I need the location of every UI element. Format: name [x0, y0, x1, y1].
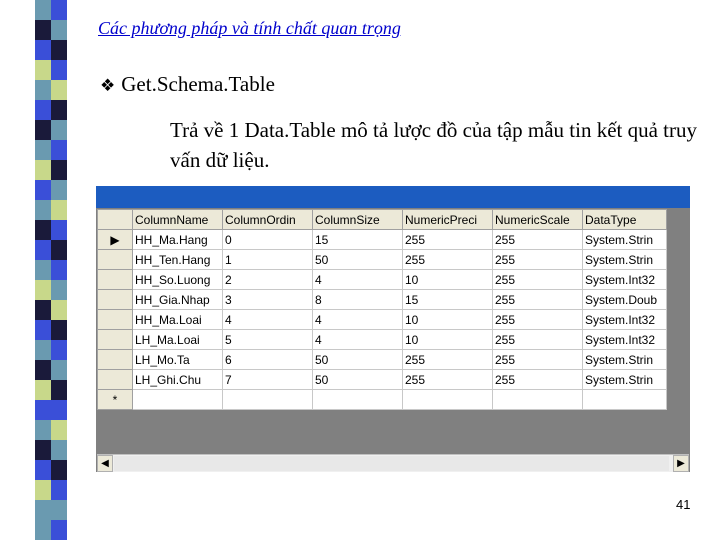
new-row[interactable]	[98, 390, 667, 410]
column-header[interactable]: DataType	[583, 210, 667, 230]
decorative-strip	[35, 0, 67, 540]
table-cell[interactable]: 255	[403, 230, 493, 250]
strip-square	[51, 200, 67, 220]
table-cell[interactable]: System.Int32	[583, 270, 667, 290]
strip-square	[51, 420, 67, 440]
strip-square	[51, 140, 67, 160]
column-header[interactable]: ColumnSize	[313, 210, 403, 230]
strip-square	[51, 520, 67, 540]
table-cell[interactable]: System.Doub	[583, 290, 667, 310]
scroll-right-icon[interactable]: ▶	[673, 455, 689, 472]
schema-datagrid	[96, 186, 690, 472]
table-cell[interactable]: 255	[493, 290, 583, 310]
grid-titlebar	[96, 186, 690, 208]
strip-square	[35, 380, 51, 400]
table-cell[interactable]: 255	[403, 350, 493, 370]
table-cell[interactable]: 50	[313, 250, 403, 270]
strip-square	[35, 500, 51, 520]
table-cell[interactable]: 15	[403, 290, 493, 310]
strip-square	[51, 40, 67, 60]
table-cell[interactable]: 50	[313, 370, 403, 390]
strip-square	[51, 60, 67, 80]
table-cell[interactable]: 255	[493, 350, 583, 370]
strip-square	[35, 200, 51, 220]
table-cell[interactable]: 1	[223, 250, 313, 270]
strip-square	[35, 480, 51, 500]
table-cell[interactable]	[493, 390, 583, 410]
strip-square	[35, 340, 51, 360]
table-cell[interactable]: 10	[403, 270, 493, 290]
strip-square	[35, 0, 51, 20]
strip-square	[51, 100, 67, 120]
strip-square	[51, 160, 67, 180]
table-cell[interactable]: 4	[313, 270, 403, 290]
table-row[interactable]	[98, 370, 667, 390]
table-cell[interactable]: LH_Mo.Ta	[133, 350, 223, 370]
strip-square	[35, 440, 51, 460]
strip-square	[35, 140, 51, 160]
strip-square	[35, 220, 51, 240]
strip-square	[51, 80, 67, 100]
strip-square	[51, 280, 67, 300]
table-cell[interactable]: 15	[313, 230, 403, 250]
table-cell[interactable]: 255	[403, 370, 493, 390]
table-cell[interactable]: 10	[403, 310, 493, 330]
strip-square	[51, 440, 67, 460]
strip-square	[35, 520, 51, 540]
table-cell[interactable]: 50	[313, 350, 403, 370]
table-cell[interactable]: System.Strin	[583, 250, 667, 270]
table-cell[interactable]: 255	[493, 310, 583, 330]
strip-square	[35, 180, 51, 200]
table-cell[interactable]: 4	[223, 310, 313, 330]
strip-square	[35, 240, 51, 260]
row-header[interactable]	[98, 290, 133, 310]
table-cell[interactable]: 2	[223, 270, 313, 290]
header-row	[98, 210, 667, 230]
scrollbar-thumb[interactable]	[114, 456, 669, 471]
table-cell[interactable]: HH_Ten.Hang	[133, 250, 223, 270]
table-cell[interactable]: 255	[403, 250, 493, 270]
table-row[interactable]	[98, 230, 667, 250]
slide-title: Các phương pháp và tính chất quan trọng	[98, 18, 401, 38]
table-cell[interactable]: System.Int32	[583, 330, 667, 350]
strip-square	[51, 480, 67, 500]
current-row-icon[interactable]: ▶	[98, 230, 133, 250]
table-cell[interactable]: 7	[223, 370, 313, 390]
table-cell[interactable]: 5	[223, 330, 313, 350]
table-cell[interactable]: System.Strin	[583, 350, 667, 370]
row-header[interactable]	[98, 250, 133, 270]
strip-square	[35, 460, 51, 480]
description-paragraph: Trả về 1 Data.Table mô tả lược đồ của tập mẫu tin kết quả truy vấn dữ liệu.	[170, 118, 698, 172]
strip-square	[51, 360, 67, 380]
strip-square	[51, 320, 67, 340]
strip-square	[35, 20, 51, 40]
strip-square	[35, 160, 51, 180]
table-cell[interactable]	[313, 390, 403, 410]
row-header[interactable]	[98, 370, 133, 390]
table-cell[interactable]: LH_Ma.Loai	[133, 330, 223, 350]
column-header[interactable]: NumericScale	[493, 210, 583, 230]
strip-square	[51, 260, 67, 280]
table-cell[interactable]: System.Int32	[583, 310, 667, 330]
strip-square	[35, 320, 51, 340]
strip-square	[35, 80, 51, 100]
table-cell[interactable]: HH_Ma.Loai	[133, 310, 223, 330]
table-cell[interactable]: 255	[493, 370, 583, 390]
corner-cell	[98, 210, 133, 230]
strip-square	[51, 240, 67, 260]
strip-square	[51, 180, 67, 200]
column-header[interactable]: NumericPreci	[403, 210, 493, 230]
strip-square	[51, 20, 67, 40]
strip-square	[51, 500, 67, 520]
table-cell[interactable]: 255	[493, 250, 583, 270]
page-number: 41	[676, 497, 691, 512]
strip-square	[35, 60, 51, 80]
table-cell[interactable]: HH_Gia.Nhap	[133, 290, 223, 310]
bullet-item	[100, 72, 275, 97]
table-cell[interactable]	[403, 390, 493, 410]
strip-square	[35, 400, 51, 420]
row-header[interactable]	[98, 350, 133, 370]
horizontal-scrollbar[interactable]	[97, 454, 689, 472]
column-header[interactable]: ColumnOrdin	[223, 210, 313, 230]
new-row-icon[interactable]: *	[98, 390, 133, 410]
table-row[interactable]	[98, 330, 667, 350]
table-cell[interactable]: System.Strin	[583, 370, 667, 390]
table-row[interactable]	[98, 350, 667, 370]
table-cell[interactable]	[223, 390, 313, 410]
column-header[interactable]: ColumnName	[133, 210, 223, 230]
strip-square	[35, 420, 51, 440]
table-cell[interactable]: 6	[223, 350, 313, 370]
strip-square	[35, 280, 51, 300]
strip-square	[51, 380, 67, 400]
strip-square	[35, 40, 51, 60]
table-row[interactable]	[98, 250, 667, 270]
scroll-left-icon[interactable]: ◀	[97, 455, 113, 472]
table-cell[interactable]: 8	[313, 290, 403, 310]
table-cell[interactable]: 255	[493, 330, 583, 350]
table-cell[interactable]: 0	[223, 230, 313, 250]
table-cell[interactable]: HH_So.Luong	[133, 270, 223, 290]
strip-square	[35, 100, 51, 120]
table-row[interactable]	[98, 270, 667, 290]
strip-square	[51, 400, 67, 420]
diamond-bullet-icon: ❖	[100, 76, 116, 95]
strip-square	[51, 0, 67, 20]
strip-square	[35, 360, 51, 380]
table-cell[interactable]: 255	[493, 230, 583, 250]
strip-square	[51, 300, 67, 320]
bullet-text: Get.Schema.Table	[121, 72, 275, 96]
table-cell[interactable]: 4	[313, 330, 403, 350]
table-cell[interactable]: LH_Ghi.Chu	[133, 370, 223, 390]
row-header[interactable]	[98, 270, 133, 290]
strip-square	[51, 220, 67, 240]
strip-square	[51, 340, 67, 360]
table-cell[interactable]: HH_Ma.Hang	[133, 230, 223, 250]
table-row[interactable]	[98, 290, 667, 310]
table-cell[interactable]	[583, 390, 667, 410]
row-header[interactable]	[98, 310, 133, 330]
table-cell[interactable]: 10	[403, 330, 493, 350]
strip-square	[35, 260, 51, 280]
strip-square	[51, 460, 67, 480]
table-cell[interactable]: 255	[493, 270, 583, 290]
strip-square	[35, 120, 51, 140]
schema-table	[97, 209, 667, 410]
table-cell[interactable]: 4	[313, 310, 403, 330]
row-header[interactable]	[98, 330, 133, 350]
table-row[interactable]	[98, 310, 667, 330]
strip-square	[35, 300, 51, 320]
table-cell[interactable]: System.Strin	[583, 230, 667, 250]
table-cell[interactable]	[133, 390, 223, 410]
table-cell[interactable]: 3	[223, 290, 313, 310]
strip-square	[51, 120, 67, 140]
